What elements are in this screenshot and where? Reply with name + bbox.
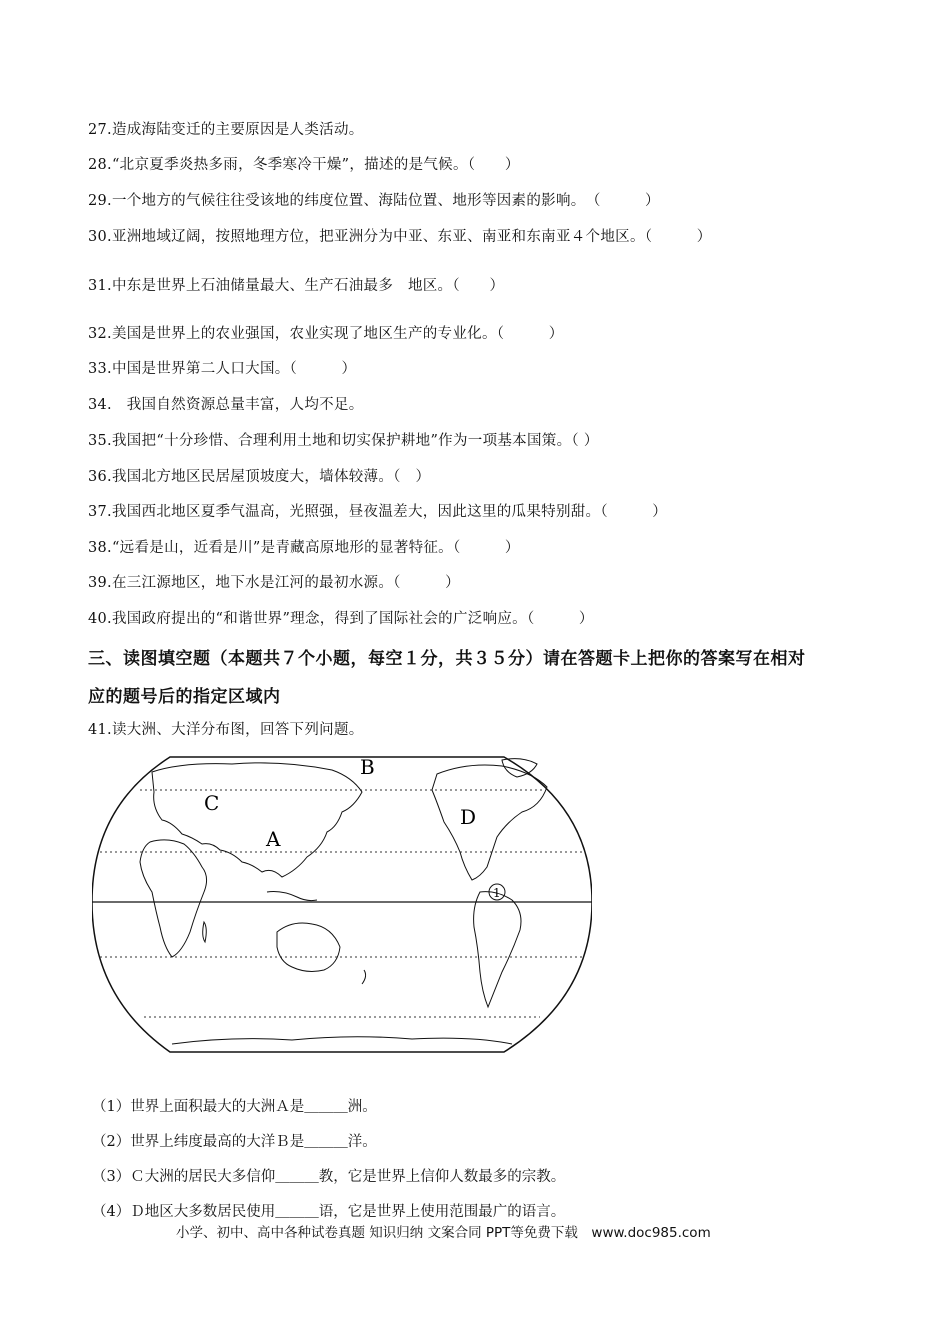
map-label-b: B bbox=[360, 755, 375, 779]
map-frame bbox=[92, 757, 592, 1052]
australia-outline bbox=[277, 923, 340, 971]
question-35: 35.我国把“十分珍惜、合理利用土地和切实保护耕地”作为一项基本国策。（ ） bbox=[88, 433, 599, 449]
question-30: 30.亚洲地域辽阔，按照地理方位，把亚洲分为中亚、东亚、南亚和东南亚４个地区。（ ） bbox=[88, 229, 712, 245]
question-39: 39.在三江源地区，地下水是江河的最初水源。（ ） bbox=[88, 575, 460, 591]
question-41-sub-2: （2）世界上纬度最高的大洋Ｂ是＿＿＿洋。 bbox=[92, 1134, 377, 1150]
new-zealand-outline bbox=[362, 970, 366, 984]
map-label-d: D bbox=[460, 805, 477, 829]
question-36: 36.我国北方地区民居屋顶坡度大，墙体较薄。（ ） bbox=[88, 469, 431, 485]
page-footer: 小学、初中、高中各种试卷真题 知识归纳 文案合同 PPT等免费下载 www.doc985.com bbox=[176, 1225, 711, 1241]
greenland-outline bbox=[502, 759, 537, 777]
question-31: 31.中东是世界上石油储量最大、生产石油最多 地区。（ ） bbox=[88, 278, 505, 294]
question-41-sub-4: （4）Ｄ地区大多数居民使用＿＿＿语，它是世界上使用范围最广的语言。 bbox=[92, 1204, 566, 1220]
question-33: 33.中国是世界第二人口大国。（ ） bbox=[88, 361, 357, 377]
question-37: 37.我国西北地区夏季气温高，光照强，昼夜温差大，因此这里的瓜果特别甜。（ ） bbox=[88, 504, 668, 520]
eurasia-outline bbox=[152, 763, 362, 877]
question-38: 38.“远看是山，近看是川”是青藏高原地形的显著特征。（ ） bbox=[88, 540, 520, 556]
question-41-sub-3: （3）Ｃ大洲的居民大多信仰＿＿＿教，它是世界上信仰人数最多的宗教。 bbox=[92, 1169, 566, 1185]
question-29: 29.一个地方的气候往往受该地的纬度位置、海陆位置、地形等因素的影响。 （ ） bbox=[88, 193, 660, 209]
question-32: 32.美国是世界上的农业强国，农业实现了地区生产的专业化。（ ） bbox=[88, 326, 564, 342]
map-label-c: C bbox=[204, 791, 220, 815]
section-heading-line2: 应的题号后的指定区域内 bbox=[88, 687, 281, 707]
madagascar-outline bbox=[203, 922, 207, 942]
antarctica-outline bbox=[172, 1037, 512, 1044]
question-40: 40.我国政府提出的“和谐世界”理念，得到了国际社会的广泛响应。（ ） bbox=[88, 611, 594, 627]
question-41-stem: 41.读大洲、大洋分布图，回答下列问题。 bbox=[88, 722, 364, 738]
map-label-a: A bbox=[266, 827, 281, 851]
section-heading-line1: 三、读图填空题（本题共７个小题，每空１分，共３５分）请在答题卡上把你的答案写在相对 bbox=[88, 649, 806, 669]
question-28: 28.“北京夏季炎热多雨，冬季寒冷干燥”，描述的是气候。（ ） bbox=[88, 157, 520, 173]
question-27: 27.造成海陆变迁的主要原因是人类活动。 bbox=[88, 122, 364, 138]
north-america-outline bbox=[432, 765, 547, 880]
map-marker-1-label: 1 bbox=[493, 886, 501, 900]
question-41-sub-1: （1）世界上面积最大的大洲Ａ是＿＿＿洲。 bbox=[92, 1099, 377, 1115]
south-america-outline bbox=[474, 892, 521, 1007]
world-map bbox=[92, 752, 592, 1057]
africa-outline bbox=[140, 840, 207, 957]
indonesia-outline bbox=[267, 892, 317, 901]
question-34: 34. 我国自然资源总量丰富，人均不足。 bbox=[88, 397, 364, 413]
